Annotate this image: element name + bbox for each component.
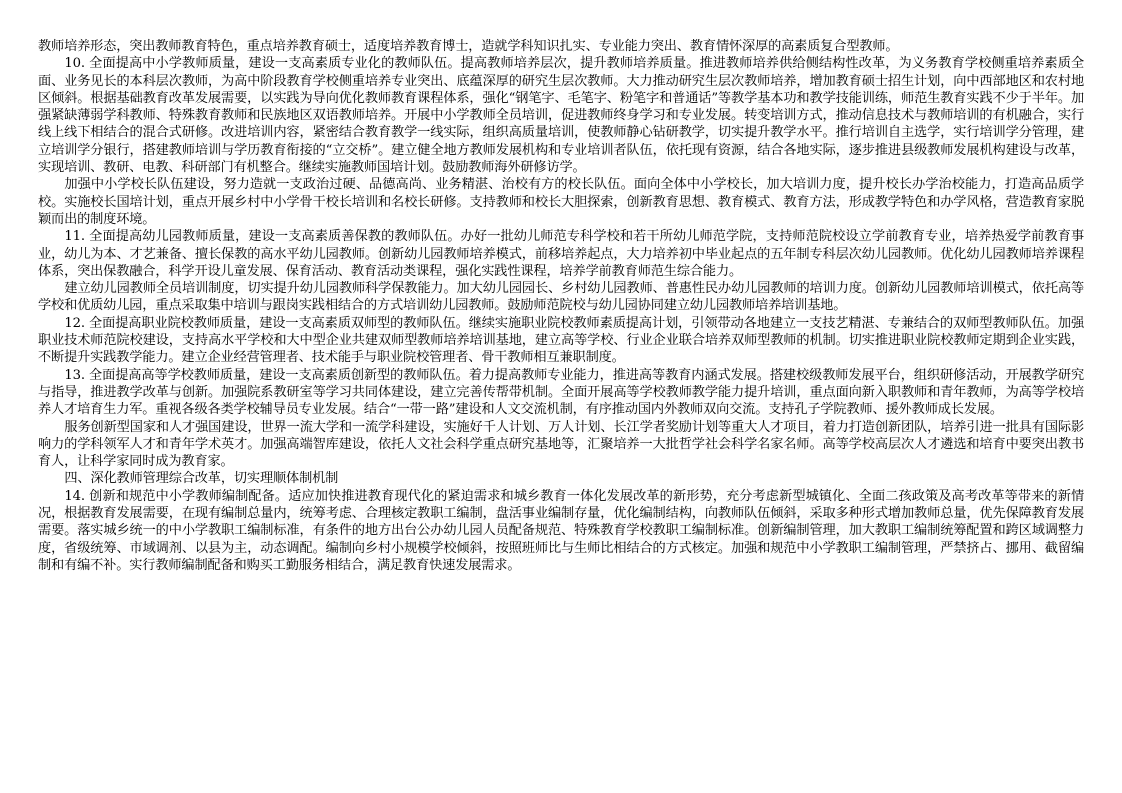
paragraph-item-12: 12. 全面提高职业院校教师质量，建设一支高素质双师型的教师队伍。继续实施职业院校教师素质提高计划，引领带动各地建立一支技艺精湛、专兼结合的双师型教师队伍。加强职业技术师范院校建设，支持高水平学校和大中型企业共建双师型教师培养培训基地，建立高等学校、行业企业联合培养双师型教师的机制。切实推进职业院校教师定期到企业实践，不断提升实践教学能力。建立企业经营管理者、技术能手与职业院校管理者、骨干教师相互兼职制度。 [38, 315, 1084, 366]
paragraph-item-14: 14. 创新和规范中小学教师编制配备。适应加快推进教育现代化的紧迫需求和城乡教育一体化发展改革的新形势，充分考虑新型城镇化、全面二孩政策及高考改革等带来的新情况，根据教育发展需要，在现有编制总量内，统筹考虑、合理核定教职工编制，盘活事业编制存量，优化编制结构，向教师队伍倾斜，采取多种形式增加教师总量，优先保障教育发展需要。落实城乡统一的中小学教职工编制标准，有条件的地方出台公办幼儿园人员配备规范、特殊教育学校教职工编制标准。创新编制管理，加大教职工编制统筹配置和跨区域调整力度，省级统筹、市域调剂、以县为主，动态调配。编制向乡村小规模学校倾斜，按照班师比与生师比相结合的方式核定。加强和规范中小学教职工编制管理，严禁挤占、挪用、截留编制和有编不补。实行教师编制配备和购买工勤服务相结合，满足教育快速发展需求。 [38, 488, 1084, 573]
section-heading-4: 四、深化教师管理综合改革，切实理顺体制机制 [64, 471, 339, 487]
paragraph-talent-programs: 服务创新型国家和人才强国建设，世界一流大学和一流学科建设，实施好千人计划、万人计划、长江学者奖励计划等重大人才项目，着力打造创新团队，培养引进一批具有国际影响力的学科领军人才和青年学术英才。加强高端智库建设，依托人文社会科学重点研究基地等，汇聚培养一大批哲学社会科学名家名师。高等学校高层次人才遴选和培育中要突出教书育人，让科学家同时成为教育家。 [38, 419, 1084, 470]
document-page [38, 38, 1084, 574]
paragraph-principal-team: 加强中小学校长队伍建设，努力造就一支政治过硬、品德高尚、业务精湛、治校有方的校长队伍。面向全体中小学校长，加大培训力度，提升校长办学治校能力，打造高品质学校。实施校长国培计划，重点开展乡村中小学骨干校长培训和名校长研修。支持教师和校长大胆探索，创新教育思想、教育模式、教育方法，形成教学特色和办学风格，营造教育家脱颖而出的制度环境。 [38, 177, 1084, 227]
paragraph-item-13: 13. 全面提高高等学校教师质量，建设一支高素质创新型的教师队伍。着力提高教师专业能力，推进高等教育内涵式发展。搭建校级教师发展平台，组织研修活动，开展教学研究与指导，推进教学改革与创新。加强院系教研室等学习共同体建设，建立完善传帮带机制。全面开展高等学校教师教学能力提升培训，重点面向新入职教师和青年教师，为高等学校培养人才培育生力军。重视各级各类学校辅导员专业发展。结合“一带一路”建设和人文交流机制，有序推动国内外教师双向交流。支持孔子学院教师、援外教师成长发展。 [38, 367, 1084, 418]
paragraph-kindergarten-training: 建立幼儿园教师全员培训制度，切实提升幼儿园教师科学保教能力。加大幼儿园园长、乡村幼儿园教师、普惠性民办幼儿园教师的培训力度。创新幼儿园教师培训模式，依托高等学校和优质幼儿园，重点采取集中培训与跟岗实践相结合的方式培训幼儿园教师。鼓励师范院校与幼儿园协同建立幼儿园教师培养培训基地。 [38, 281, 1084, 314]
paragraph-item-10: 10. 全面提高中小学教师质量，建设一支高素质专业化的教师队伍。提高教师培养层次，提升教师培养质量。推进教师培养供给侧结构性改革，为义务教育学校侧重培养素质全面、业务见长的本科层次教师，为高中阶段教育学校侧重培养专业突出、底蕴深厚的研究生层次教师。大力推动研究生层次教师培养，增加教育硕士招生计划，向中西部地区和农村地区倾斜。根据基础教育改革发展需要，以实践为导向优化教师教育课程体系，强化“钢笔字、毛笔字、粉笔字和普通话”等教学基本功和教学技能训练，师范生教育实践不少于半年。加强紧缺薄弱学科教师、特殊教育教师和民族地区双语教师培养。开展中小学教师全员培训，促进教师终身学习和专业发展。转变培训方式，推动信息技术与教师培训的有机融合，实行线上线下相结合的混合式研修。改进培训内容，紧密结合教育教学一线实际，组织高质量培训，使教师静心钻研教学，切实提升教学水平。推行培训自主选学，实行培训学分管理，建立培训学分银行，搭建教师培训与学历教育衔接的“立交桥”。建立健全地方教师发展机构和专业培训者队伍，依托现有资源，结合各地实际，逐步推进县级教师发展机构建设与改革，实现培训、教研、电教、科研部门有机整合。继续实施教师国培计划。鼓励教师海外研修访学。 [38, 56, 1084, 176]
paragraph-item-11: 11. 全面提高幼儿园教师质量，建设一支高素质善保教的教师队伍。办好一批幼儿师范专科学校和若干所幼儿师范学院，支持师范院校设立学前教育专业，培养热爱学前教育事业，幼儿为本、才艺兼备、擅长保教的高水平幼儿园教师。创新幼儿园教师培养模式，前移培养起点，大力培养初中毕业起点的五年制专科层次幼儿园教师。优化幼儿园教师培养课程体系，突出保教融合，科学开设儿童发展、保育活动、教育活动类课程，强化实践性课程，培养学前教育师范生综合能力。 [38, 229, 1084, 279]
paragraph-continued: 教师培养形态，突出教师教育特色，重点培养教育硕士，适度培养教育博士，造就学科知识扎实、专业能力突出、教育情怀深厚的高素质复合型教师。 [38, 39, 899, 54]
